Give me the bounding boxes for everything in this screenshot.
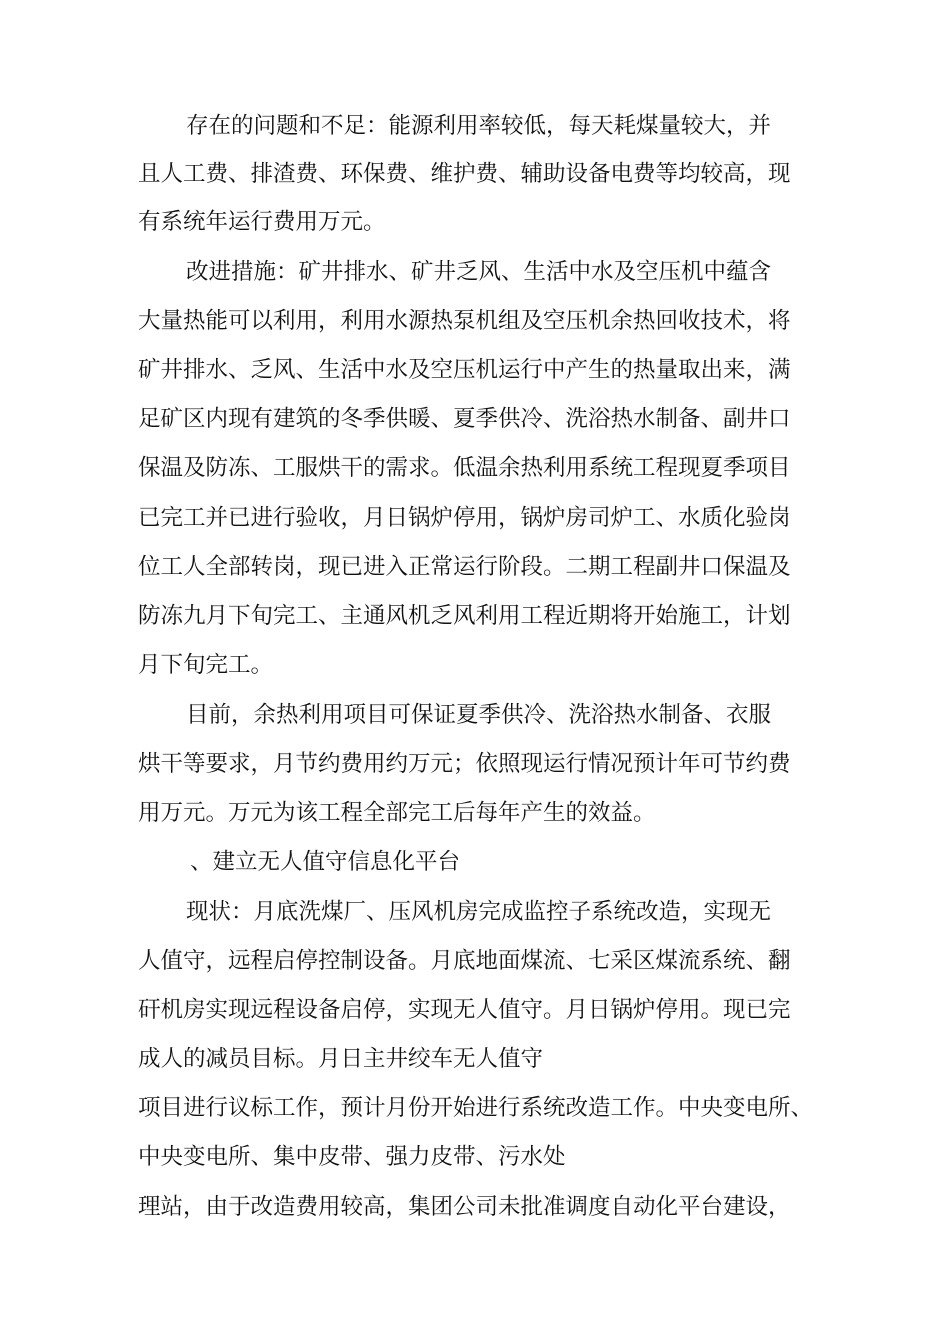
paragraph-measures-line-5: 保温及防冻、工服烘干的需求。低温余热利用系统工程现夏季项目: [138, 455, 791, 481]
paragraph-status-line-6: 中央变电所、集中皮带、强力皮带、污水处: [138, 1144, 566, 1170]
paragraph-status-line-4: 成人的减员目标。月日主井绞车无人值守: [138, 1046, 544, 1072]
paragraph-status-line-1: 现状：月底洗煤厂、压风机房完成监控子系统改造，实现无: [186, 899, 772, 925]
paragraph-status-line-2: 人值守，远程启停控制设备。月底地面煤流、七采区煤流系统、翻: [138, 948, 791, 974]
paragraph-current-benefit-line-3: 用万元。万元为该工程全部完工后每年产生的效益。: [138, 800, 656, 826]
paragraph-current-benefit-line-1: 目前，余热利用项目可保证夏季供冷、洗浴热水制备、衣服: [186, 702, 772, 728]
paragraph-current-benefit-line-2: 烘干等要求，月节约费用约万元；依照现运行情况预计年可节约费: [138, 751, 791, 777]
paragraph-status-line-7: 理站，由于改造费用较高，集团公司未批准调度自动化平台建设，: [138, 1194, 791, 1220]
paragraph-measures-line-1: 改进措施：矿井排水、矿井乏风、生活中水及空压机中蕴含: [186, 259, 772, 285]
paragraph-status-line-3: 矸机房实现远程设备启停，实现无人值守。月日锅炉停用。现已完: [138, 997, 791, 1023]
section-heading: 、建立无人值守信息化平台: [190, 849, 461, 875]
paragraph-measures-line-3: 矿井排水、乏风、生活中水及空压机运行中产生的热量取出来，满: [138, 357, 791, 383]
paragraph-problems-line-3: 有系统年运行费用万元。: [138, 209, 386, 235]
paragraph-measures-line-9: 月下旬完工。: [138, 652, 274, 678]
paragraph-measures-line-7: 位工人全部转岗，现已进入正常运行阶段。二期工程副井口保温及: [138, 554, 791, 580]
paragraph-measures-line-8: 防冻九月下旬完工、主通风机乏风利用工程近期将开始施工，计划: [138, 603, 791, 629]
paragraph-status-line-5: 项目进行议标工作，预计月份开始进行系统改造工作。中央变电所、: [138, 1095, 814, 1121]
paragraph-problems-line-2: 且人工费、排渣费、环保费、维护费、辅助设备电费等均较高，现: [138, 161, 791, 187]
paragraph-problems-line-1: 存在的问题和不足：能源利用率较低，每天耗煤量较大，并: [186, 113, 772, 139]
paragraph-measures-line-4: 足矿区内现有建筑的冬季供暖、夏季供冷、洗浴热水制备、副井口: [138, 406, 791, 432]
paragraph-measures-line-6: 已完工并已进行验收，月日锅炉停用，锅炉房司炉工、水质化验岗: [138, 505, 791, 531]
paragraph-measures-line-2: 大量热能可以利用，利用水源热泵机组及空压机余热回收技术，将: [138, 308, 791, 334]
